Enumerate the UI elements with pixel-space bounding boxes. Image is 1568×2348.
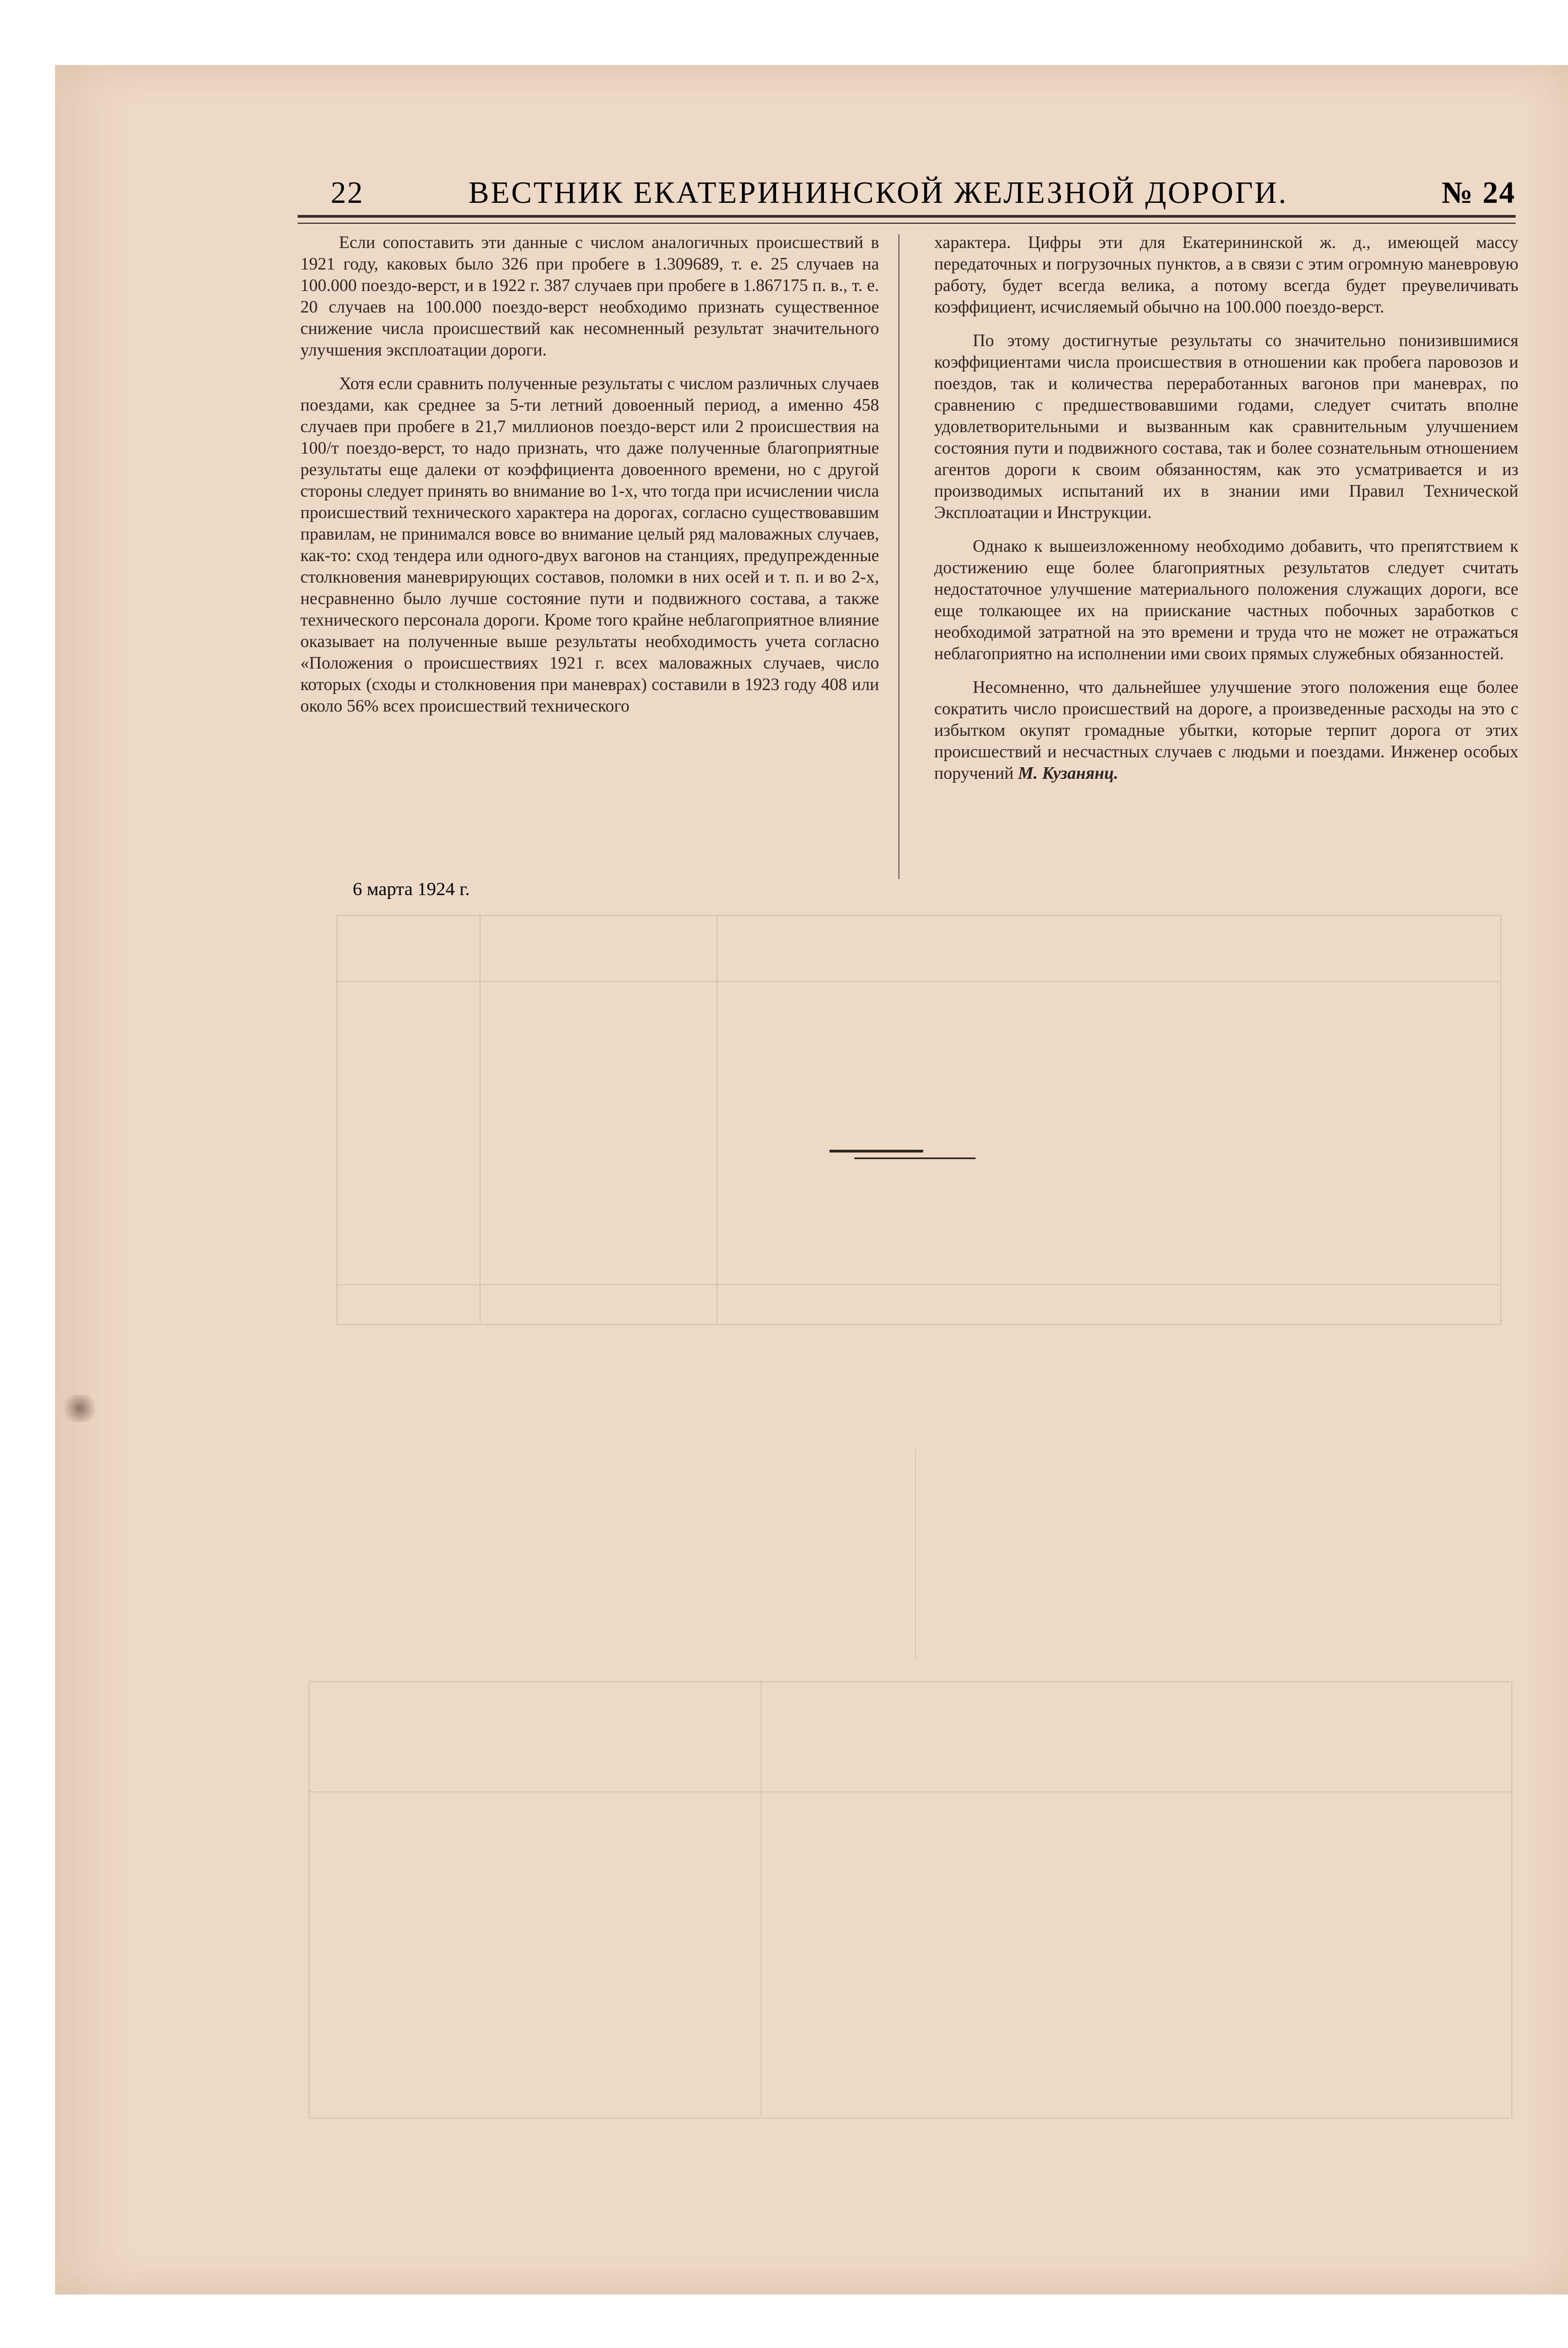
right-column [934,231,1518,796]
paragraph: Несомненно, что дальнейшее улучшение этого положения еще более сократить число происшествий на дороге, а произведенные расходы на это с избытком окупят громадные убытки, которые терпит дорога от этих происшествий и несчастных случаев с людьми и поездами. [934,677,1518,761]
column-divider [898,234,899,879]
signature-prefix: Инженер особых поручений [934,742,1519,783]
signature-name: М. Кузанянц. [1017,763,1118,783]
paragraph: Если сопоставить эти данные с числом аналогичных происшествий в 1921 году, каковых было 326 при пробеге в 1.309689, т. е. 25 случаев на 100.000 поездо-верст, и в 1922 г. 387 случаев при пробеге в 1.867175 п. в., т. е. 20 случаев на 100.000 поездо-верст необходимо признать существенное снижение числа происшествий как несомненный результат значительного улучшения эксплоатации дороги. [300,233,879,359]
show-through-rule [336,981,1499,982]
show-through-table-lower [309,1681,1512,2119]
show-through-rule [336,1284,1499,1285]
paragraph: По этому достигнутые результаты со значительно понизившимися коэффициентами числа происшествия в отношении как пробега паровозов и поездов, так и количества переработанных вагонов при маневрах, по сравнению с предшествовавшими годами, следует считать вполне удовлетворительными и вызванным как сравнительным улучшением состояния пути и подвижного состава, так и более сознательным отношением агентов дороги к своим обязанностям, как это усматривается и из производимых испытаний их в знании ими Правил Технической Эксплоатации и Инструкции. [934,331,1518,522]
paragraph: Однако к вышеизложенному необходимо добавить, что препятствием к достижению еще более благоприятных результатов следует считать недостаточное улучшение материального положения служащих дороги, все еще толкающее их на приискание частных побочных заработков с необходимой затратной на это времени и труда что не может не отражаться неблагоприятно на исполнении ими своих прямых служебных обязанностей. [934,536,1518,663]
ink-stain [61,1394,99,1422]
page-number: 22 [331,176,364,210]
paragraph: характера. Цифры эти для Екатерининской ж. д., имеющей массу передаточных и погрузочных пунктов, а в связи с этим огромную маневровую работу, будет всегда велика, а потому всегда будет преувеличивать коэффициент, исчисляемый обычно на 100.000 поездо-верст. [934,233,1518,316]
running-head [270,175,1516,219]
show-through-rule [761,1681,762,2117]
paragraph: Хотя если сравнить полученные результаты с числом различных случаев поездами, как среднее за 5-ти летний довоенный период, а именно 458 случаев при пробеге в 21,7 миллионов поездо-верст или 2 происшествия на 100/т поездо-верст, то надо признать, что даже полученные благоприятные результаты еще далеки от коэффициента довоенного времени, но с другой стороны следует принять во внимание во 1-х, что тогда при исчислении числа происшествий технического характера на дорогах, согласно существовавшим правилам, не принимался вовсе во внимание целый ряд маловажных случаев, как-то: сход тендера или одного-двух вагонов на станциях, предупрежденные столкновения маневрирующих составов, поломки в них осей и т. п. и во 2-х, несравненно было лучше состояние пути и подвижного состава, а также технического персонала дороги. Кроме того крайне неблагоприятное влияние оказывает на полученные выше результаты необходимость учета согласно «Положения о происшествиях 1921 г. всех маловажных случаев, число которых (сходы и столкновения при маневрах) составили в 1923 году 408 или около 56% всех происшествий технического [300,374,879,715]
end-rule [854,1157,976,1159]
end-rule [829,1150,923,1153]
header-rule [298,215,1516,224]
show-through-table-upper [336,915,1501,1325]
paragraph-with-signature [934,676,1518,784]
journal-title: ВЕСТНИК ЕКАТЕРИНИНСКОЙ ЖЕЛЕЗНОЙ ДОРОГИ. [468,176,1288,210]
show-through-rule [309,1791,1510,1792]
issue-number: № 24 [1441,176,1516,210]
show-through-rule [915,1450,916,1659]
show-through-rule [479,915,481,1323]
show-through-rule [716,915,718,1323]
date-line: 6 марта 1924 г. [353,879,470,900]
left-column [300,231,879,729]
